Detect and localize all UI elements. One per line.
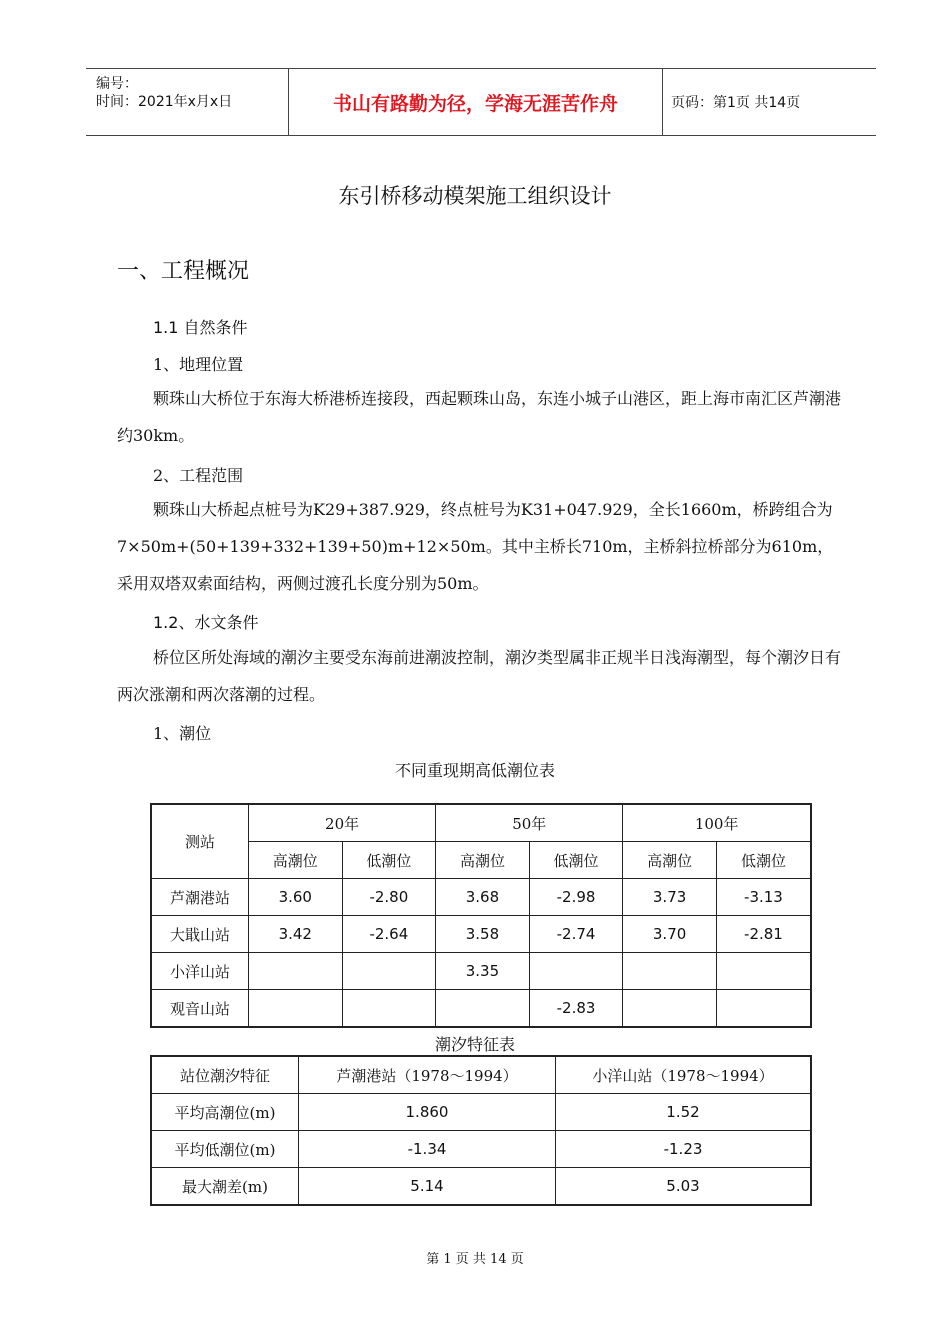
table-row: [151, 1094, 811, 1131]
value-cell: 3.58: [436, 916, 530, 953]
tide-level-table: [150, 803, 812, 1028]
value-cell: -3.13: [716, 879, 811, 916]
table1-caption: 不同重现期高低潮位表: [394, 761, 555, 780]
value-cell: -2.74: [529, 916, 623, 953]
value-cell: 3.60: [249, 879, 343, 916]
sub-header: 低潮位: [342, 842, 436, 879]
header-cell: 小洋山站（1978～1994）: [556, 1056, 812, 1094]
value-cell: 5.03: [556, 1168, 812, 1206]
page-header: [86, 68, 876, 136]
period-header: 50年: [436, 804, 623, 842]
value-cell: 3.68: [436, 879, 530, 916]
label-cell: 平均低潮位(m): [151, 1131, 299, 1168]
header-page-label: 页码：第1页 共14页: [671, 95, 801, 111]
station-header: 测站: [151, 804, 249, 879]
value-cell: -2.64: [342, 916, 436, 953]
section-heading: 一、工程概况: [117, 259, 250, 284]
value-cell: [249, 953, 343, 990]
code-label: 编号：: [96, 76, 138, 92]
value-cell: -1.34: [299, 1131, 556, 1168]
label-cell: 平均高潮位(m): [151, 1094, 299, 1131]
table-row: [151, 953, 811, 990]
value-cell: 1.860: [299, 1094, 556, 1131]
value-cell: [436, 990, 530, 1028]
station-cell: 大戢山站: [151, 916, 249, 953]
subsection-1-1: 1.1 自然条件: [153, 318, 248, 337]
tide-heading: 1、潮位: [153, 724, 212, 743]
value-cell: -2.98: [529, 879, 623, 916]
value-cell: 5.14: [299, 1168, 556, 1206]
scope-heading: 2、工程范围: [153, 466, 244, 485]
tide-characteristics-table: [150, 1055, 812, 1206]
value-cell: -1.23: [556, 1131, 812, 1168]
value-cell: [716, 990, 811, 1028]
station-cell: 小洋山站: [151, 953, 249, 990]
value-cell: [529, 953, 623, 990]
table-row: [151, 1056, 811, 1094]
period-header: 20年: [249, 804, 436, 842]
value-cell: [716, 953, 811, 990]
value-cell: -2.81: [716, 916, 811, 953]
value-cell: [249, 990, 343, 1028]
sub-header: 低潮位: [716, 842, 811, 879]
sub-header: 高潮位: [623, 842, 717, 879]
table-row: [151, 1131, 811, 1168]
value-cell: [623, 990, 717, 1028]
subsection-1-2: 1.2、水文条件: [153, 613, 259, 632]
header-cell: 芦潮港站（1978～1994）: [299, 1056, 556, 1094]
page-footer: 第 1 页 共 14 页: [426, 1252, 524, 1267]
table-row: [151, 1168, 811, 1206]
value-cell: [342, 990, 436, 1028]
value-cell: [623, 953, 717, 990]
table-row: [151, 804, 811, 842]
header-cell: 站位潮汐特征: [151, 1056, 299, 1094]
value-cell: -2.83: [529, 990, 623, 1028]
geo-paragraph: 颗珠山大桥位于东海大桥港桥连接段，西起颗珠山岛，东连小城子山港区，距上海市南汇区芦潮港约30km。: [117, 389, 842, 445]
table2-caption: 潮汐特征表: [434, 1035, 515, 1054]
table-row: [151, 842, 811, 879]
value-cell: 3.73: [623, 879, 717, 916]
value-cell: [342, 953, 436, 990]
sub-header: 高潮位: [249, 842, 343, 879]
value-cell: 1.52: [556, 1094, 812, 1131]
period-header: 100年: [623, 804, 811, 842]
station-cell: 观音山站: [151, 990, 249, 1028]
scope-paragraph: 颗珠山大桥起点桩号为K29+387.929，终点桩号为K31+047.929，全长1660m，桥跨组合为7×50m+(50+139+332+139+50)m+12×50m。其中主桥长710m，主桥斜拉桥部分为610m，采用双塔双索面结构，两侧过渡孔长度分别为50m。: [117, 500, 834, 593]
hydro-paragraph: 桥位区所处海域的潮汐主要受东海前进潮波控制，潮汐类型属非正规半日浅海潮型，每个潮汐日有两次涨潮和两次落潮的过程。: [117, 648, 842, 704]
value-cell: 3.70: [623, 916, 717, 953]
station-cell: 芦潮港站: [151, 879, 249, 916]
label-cell: 最大潮差(m): [151, 1168, 299, 1206]
document-title: 东引桥移动模架施工组织设计: [338, 184, 612, 208]
geo-heading: 1、地理位置: [153, 355, 244, 374]
table-row: [151, 990, 811, 1028]
sub-header: 高潮位: [436, 842, 530, 879]
table-row: [151, 879, 811, 916]
time-label: 时间：2021年x月x日: [96, 94, 233, 110]
header-motto: 书山有路勤为径，学海无涯苦作舟: [288, 69, 663, 135]
value-cell: -2.80: [342, 879, 436, 916]
table-row: [151, 916, 811, 953]
sub-header: 低潮位: [529, 842, 623, 879]
value-cell: 3.42: [249, 916, 343, 953]
value-cell: 3.35: [436, 953, 530, 990]
header-meta: [86, 69, 288, 135]
